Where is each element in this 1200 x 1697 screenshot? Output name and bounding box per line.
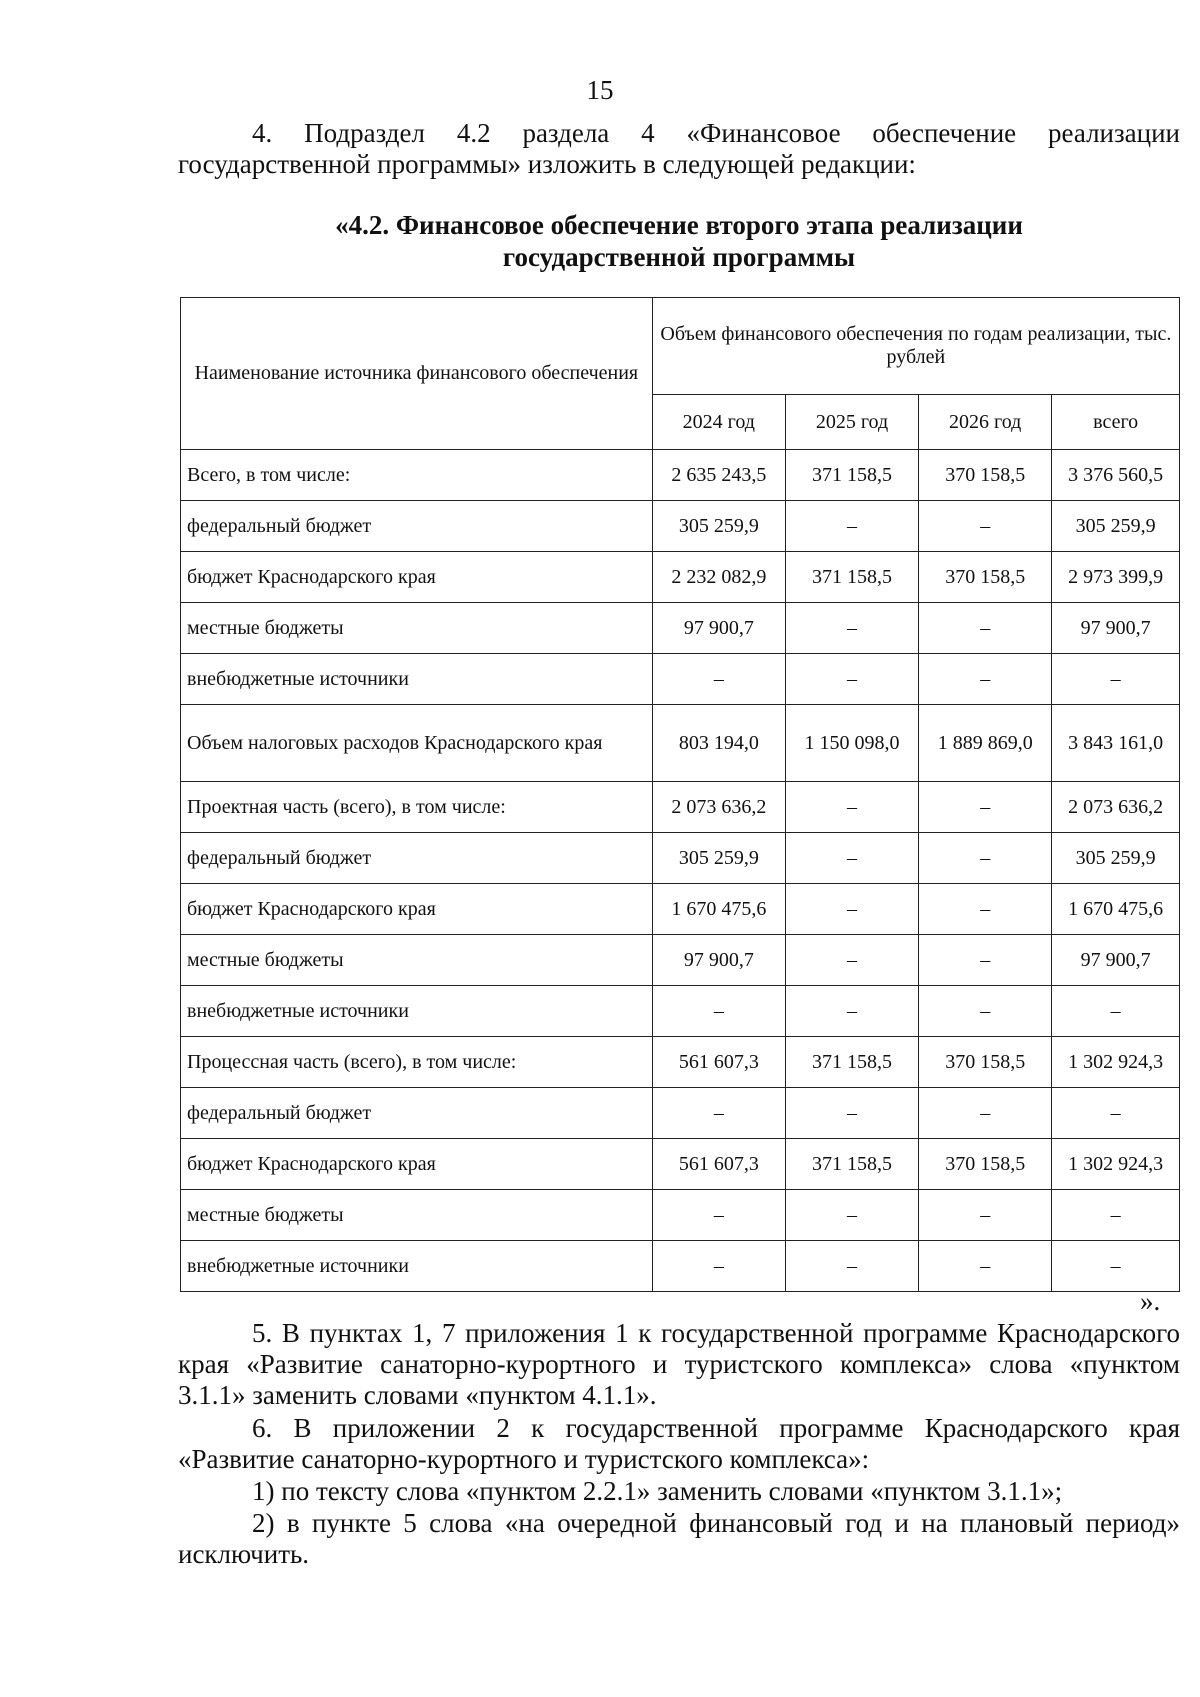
section-title-line-2: государственной программы bbox=[502, 242, 856, 272]
table-row bbox=[181, 833, 1180, 884]
row-value-2026: – bbox=[919, 986, 1052, 1037]
row-value-total: 1 302 924,3 bbox=[1052, 1139, 1180, 1190]
table-row bbox=[181, 654, 1180, 705]
row-value-2025: 1 150 098,0 bbox=[785, 705, 918, 782]
row-value-total: 97 900,7 bbox=[1052, 603, 1180, 654]
row-label: бюджет Краснодарского края bbox=[181, 884, 653, 935]
table-row bbox=[181, 986, 1180, 1037]
row-value-2025: 371 158,5 bbox=[785, 552, 918, 603]
row-value-2026: – bbox=[919, 1241, 1052, 1292]
row-value-2025: – bbox=[785, 935, 918, 986]
row-value-2024: 305 259,9 bbox=[652, 833, 785, 884]
page-number: 15 bbox=[586, 75, 614, 105]
row-value-total: 1 670 475,6 bbox=[1052, 884, 1180, 935]
row-value-total: – bbox=[1052, 1088, 1180, 1139]
row-value-total: – bbox=[1052, 986, 1180, 1037]
row-value-2026: 1 889 869,0 bbox=[919, 705, 1052, 782]
financing-table bbox=[180, 297, 1180, 1292]
table-row bbox=[181, 705, 1180, 782]
row-label: федеральный бюджет bbox=[181, 1088, 653, 1139]
row-value-2024: 2 232 082,9 bbox=[652, 552, 785, 603]
row-value-2025: – bbox=[785, 654, 918, 705]
row-value-2025: – bbox=[785, 501, 918, 552]
row-value-total: 2 973 399,9 bbox=[1052, 552, 1180, 603]
row-value-2026: – bbox=[919, 935, 1052, 986]
row-label: Процессная часть (всего), в том числе: bbox=[181, 1037, 653, 1088]
row-label: местные бюджеты bbox=[181, 935, 653, 986]
row-value-2024: 97 900,7 bbox=[652, 603, 785, 654]
row-label: бюджет Краснодарского края bbox=[181, 1139, 653, 1190]
table-row bbox=[181, 1241, 1180, 1292]
row-value-2025: 371 158,5 bbox=[785, 1037, 918, 1088]
row-value-2026: 370 158,5 bbox=[919, 552, 1052, 603]
table-row bbox=[181, 1190, 1180, 1241]
row-value-2024: 803 194,0 bbox=[652, 705, 785, 782]
table-row bbox=[181, 782, 1180, 833]
header-source-name: Наименование источника финансового обеспечения bbox=[181, 298, 653, 450]
row-value-2025: – bbox=[785, 1241, 918, 1292]
table-row bbox=[181, 884, 1180, 935]
row-value-2025: – bbox=[785, 833, 918, 884]
row-value-2025: 371 158,5 bbox=[785, 450, 918, 501]
row-value-2024: – bbox=[652, 1190, 785, 1241]
row-label: Объем налоговых расходов Краснодарского края bbox=[181, 705, 653, 782]
table-row bbox=[181, 552, 1180, 603]
row-value-total: 305 259,9 bbox=[1052, 501, 1180, 552]
row-label: бюджет Краснодарского края bbox=[181, 552, 653, 603]
item-6-paragraph: 6. В приложении 2 к государственной программе Краснодарского края «Развитие санаторно-курортного и туристского комплекса»: bbox=[178, 1413, 1180, 1474]
header-volume: Объем финансового обеспечения по годам реализации, тыс. рублей bbox=[652, 298, 1179, 395]
row-value-2026: – bbox=[919, 654, 1052, 705]
item-5-paragraph: 5. В пунктах 1, 7 приложения 1 к государственной программе Краснодарского края «Развитие санаторно-курортного и туристского комплекса» слова «пунктом 3.1.1» заменить словами «пунктом 4.1.1». bbox=[178, 1318, 1180, 1410]
row-value-2026: – bbox=[919, 1088, 1052, 1139]
header-year-2026: 2026 год bbox=[919, 395, 1052, 450]
table-row bbox=[181, 1037, 1180, 1088]
row-value-total: – bbox=[1052, 1190, 1180, 1241]
row-value-2025: – bbox=[785, 986, 918, 1037]
row-value-2024: 2 073 636,2 bbox=[652, 782, 785, 833]
row-value-2026: – bbox=[919, 833, 1052, 884]
closing-quote: ». bbox=[1140, 1286, 1161, 1316]
row-value-2024: – bbox=[652, 1088, 785, 1139]
item-6-subitem-2: 2) в пункте 5 слова «на очередной финансовый год и на плановый период» исключить. bbox=[178, 1508, 1180, 1569]
table-row bbox=[181, 1088, 1180, 1139]
section-title bbox=[178, 209, 1180, 273]
row-label: федеральный бюджет bbox=[181, 833, 653, 884]
row-value-2026: – bbox=[919, 501, 1052, 552]
row-label: федеральный бюджет bbox=[181, 501, 653, 552]
header-year-2025: 2025 год bbox=[785, 395, 918, 450]
row-value-2026: 370 158,5 bbox=[919, 1037, 1052, 1088]
header-year-2024: 2024 год bbox=[652, 395, 785, 450]
row-value-total: – bbox=[1052, 654, 1180, 705]
row-value-2025: – bbox=[785, 1190, 918, 1241]
item-6-subitem-1: 1) по тексту слова «пунктом 2.2.1» заменить словами «пунктом 3.1.1»; bbox=[252, 1476, 1063, 1506]
header-total: всего bbox=[1052, 395, 1180, 450]
row-value-2024: – bbox=[652, 654, 785, 705]
row-label: внебюджетные источники bbox=[181, 986, 653, 1037]
table-row bbox=[181, 501, 1180, 552]
row-value-total: 1 302 924,3 bbox=[1052, 1037, 1180, 1088]
row-value-total: 305 259,9 bbox=[1052, 833, 1180, 884]
row-value-2024: 305 259,9 bbox=[652, 501, 785, 552]
row-value-2025: – bbox=[785, 1088, 918, 1139]
table-row bbox=[181, 1139, 1180, 1190]
row-value-total: 3 843 161,0 bbox=[1052, 705, 1180, 782]
row-label: местные бюджеты bbox=[181, 1190, 653, 1241]
row-value-2024: 1 670 475,6 bbox=[652, 884, 785, 935]
row-value-2024: 2 635 243,5 bbox=[652, 450, 785, 501]
row-value-total: 2 073 636,2 bbox=[1052, 782, 1180, 833]
row-value-2026: 370 158,5 bbox=[919, 1139, 1052, 1190]
row-value-2025: 371 158,5 bbox=[785, 1139, 918, 1190]
row-value-2024: 561 607,3 bbox=[652, 1139, 785, 1190]
row-value-2025: – bbox=[785, 782, 918, 833]
table-body bbox=[181, 450, 1180, 1292]
row-value-2024: 97 900,7 bbox=[652, 935, 785, 986]
row-label: внебюджетные источники bbox=[181, 654, 653, 705]
row-value-total: – bbox=[1052, 1241, 1180, 1292]
row-value-2024: 561 607,3 bbox=[652, 1037, 785, 1088]
row-value-2024: – bbox=[652, 986, 785, 1037]
row-value-2026: – bbox=[919, 1190, 1052, 1241]
row-label: внебюджетные источники bbox=[181, 1241, 653, 1292]
row-value-2026: 370 158,5 bbox=[919, 450, 1052, 501]
table-row bbox=[181, 450, 1180, 501]
table-row bbox=[181, 935, 1180, 986]
item-4-paragraph: 4. Подраздел 4.2 раздела 4 «Финансовое обеспечение реализации государственной программы» изложить в следующей редакции: bbox=[178, 118, 1180, 179]
row-value-2026: – bbox=[919, 603, 1052, 654]
row-label: Всего, в том числе: bbox=[181, 450, 653, 501]
row-value-total: 97 900,7 bbox=[1052, 935, 1180, 986]
section-title-line-1: «4.2. Финансовое обеспечение второго этапа реализации bbox=[335, 210, 1023, 240]
row-label: местные бюджеты bbox=[181, 603, 653, 654]
row-label: Проектная часть (всего), в том числе: bbox=[181, 782, 653, 833]
row-value-2025: – bbox=[785, 884, 918, 935]
row-value-2026: – bbox=[919, 782, 1052, 833]
row-value-total: 3 376 560,5 bbox=[1052, 450, 1180, 501]
row-value-2024: – bbox=[652, 1241, 785, 1292]
row-value-2026: – bbox=[919, 884, 1052, 935]
table-row bbox=[181, 603, 1180, 654]
row-value-2025: – bbox=[785, 603, 918, 654]
